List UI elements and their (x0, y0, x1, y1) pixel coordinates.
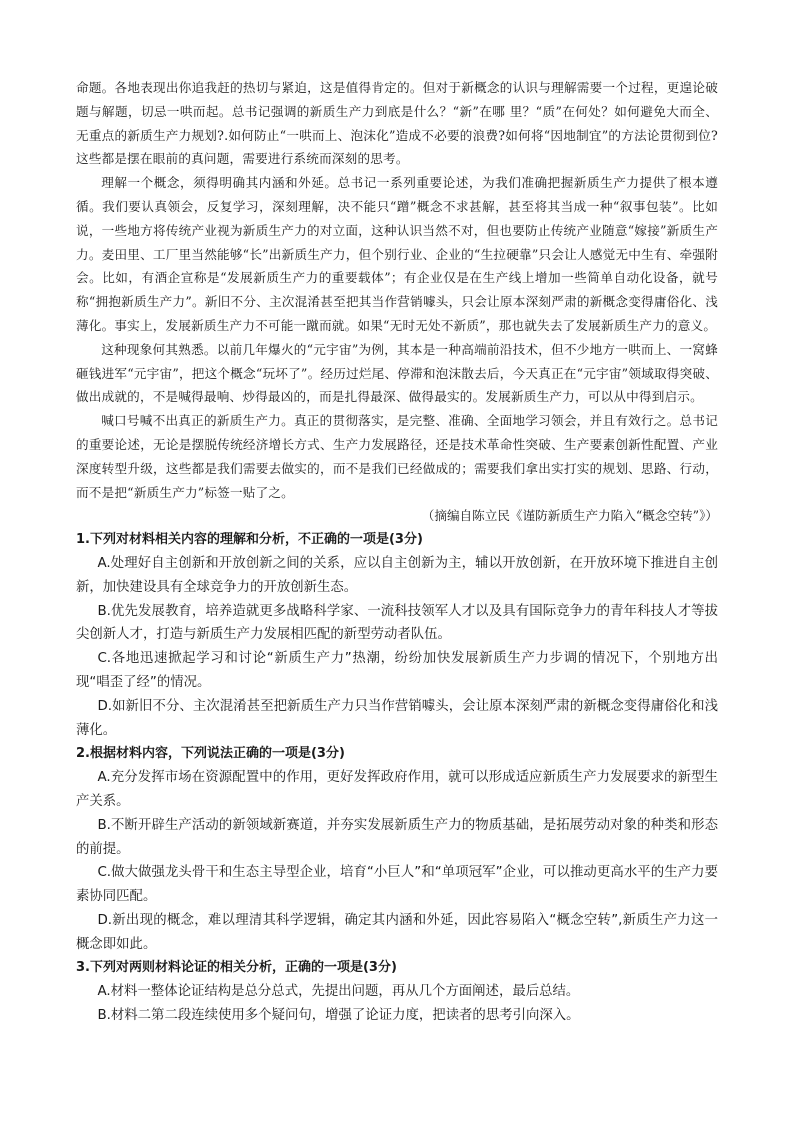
passage-paragraph: 命题。各地表现出你追我赶的热切与紧迫，这是值得肯定的。但对于新概念的认识与理解需要一个过程，更遑论破题与解题，切忌一哄而起。总书记强调的新质生产力到底是什么？“新”在哪 里？“质”在何处？如何避免大而全、无重点的新质生产力规划?.如何防止“一哄而上、泡沫化”造成不必要的浪费?如何将“因地制宜”的方法论贯彻到位?这些都是摆在眼前的真问题，需要进行系统而深刻的思考。 (76, 80, 718, 167)
question-title: 3.下列对两则材料论证的相关分析，正确的一项是(3分) (76, 960, 397, 976)
passage-paragraph: 这种现象何其熟悉。以前几年爆火的“元宇宙”为例，其本是一种高端前沿技术，但不少地方一哄而上、一窝蜂砸钱进军“元宇宙”，把这个概念“玩坏了”。经历过烂尾、停滞和泡沫散去后，今天真正在“元宇宙”领域取得突破、做出成就的，不是喊得最响、炒得最凶的，而是扎得最深、做得最实的。发展新质生产力，可以从中得到启示。 (76, 341, 718, 405)
option-d[interactable]: D.新出现的概念，难以理清其科学逻辑，确定其内涵和外延，因此容易陷入“概念空转”,新质生产力这一概念即如此。 (76, 912, 718, 952)
option-b[interactable]: B.优先发展教育，培养造就更多战略科学家、一流科技领军人才以及具有国际竞争力的青年科技人才等拔尖创新人才，打造与新质生产力发展相匹配的新型劳动者队伍。 (76, 603, 718, 643)
passage-source: （摘编自陈立民《谨防新质生产力陷入“概念空转”》） (421, 508, 718, 524)
option-b[interactable]: B.不断开辟生产活动的新领域新赛道，并夯实发展新质生产力的物质基础，是拓展劳动对象的种类和形态的前提。 (76, 817, 718, 857)
question-3 (76, 956, 718, 1027)
question-1 (76, 528, 718, 742)
reading-passage (76, 76, 718, 528)
option-c[interactable]: C.做大做强龙头骨干和生态主导型企业，培育“小巨人”和“单项冠军”企业，可以推动更高水平的生产力要素协同匹配。 (76, 865, 718, 905)
passage-paragraph: 喊口号喊不出真正的新质生产力。真正的贯彻落实，是完整、准确、全面地学习领会，并且有效行之。总书记的重要论述，无论是摆脱传统经济增长方式、生产力发展路径，还是技术革命性突破、生产要素创新性配置、产业深度转型升级，这些都是我们需要去做实的，而不是我们已经做成的；需要我们拿出实打实的规划、思路、行动，而不是把“新质生产力”标签一贴了之。 (76, 413, 718, 500)
question-title: 2.根据材料内容，下列说法正确的一项是(3分) (76, 746, 345, 762)
question-title: 1.下列对材料相关内容的理解和分析，不正确的一项是(3分) (76, 532, 423, 548)
option-b[interactable]: B.材料二第二段连续使用多个疑问句，增强了论证力度，把读者的思考引向深入。 (97, 1008, 580, 1024)
passage-paragraph: 理解一个概念，须得明确其内涵和外延。总书记一系列重要论述，为我们准确把握新质生产力提供了根本遵循。我们要认真领会，反复学习，深刻理解，决不能只“蹭”概念不求甚解，甚至将其当成一种“叙事包装”。比如说，一些地方将传统产业视为新质生产力的对立面，这种认识当然不对，但也要防止传统产业随意“嫁接”新质生产力。麦田里、工厂里当然能够“长”出新质生产力，但个别行业、企业的“生拉硬靠”只会让人感觉无中生有、牵强附会。比如，有酒企宣称是“发展新质生产力的重要载体”；有企业仅是在生产线上增加一些简单自动化设备，就号称“拥抱新质生产力”。新旧不分、主次混淆甚至把其当作营销噱头，只会让原本深刻严肃的新概念变得庸俗化、浅薄化。事实上，发展新质生产力不可能一蹴而就。如果“无时无处不新质”，那也就失去了发展新质生产力的意义。 (76, 175, 718, 333)
option-c[interactable]: C.各地迅速掀起学习和讨论“新质生产力”热潮，纷纷加快发展新质生产力步调的情况下，个别地方出现“唱歪了经”的情况。 (76, 651, 718, 690)
question-2 (76, 742, 718, 956)
option-a[interactable]: A.材料一整体论证结构是总分总式，先提出问题，再从几个方面阐述，最后总结。 (97, 984, 580, 1000)
option-d[interactable]: D.如新旧不分、主次混淆甚至把新质生产力只当作营销噱头，会让原本深刻严肃的新概念变得庸俗化和浅薄化。 (76, 698, 718, 738)
option-a[interactable]: A.充分发挥市场在资源配置中的作用，更好发挥政府作用，就可以形成适应新质生产力发展要求的新型生产关系。 (76, 770, 718, 809)
option-a[interactable]: A.处理好自主创新和开放创新之间的关系，应以自主创新为主，辅以开放创新，在开放环境下推进自主创新，加快建设具有全球竞争力的开放创新生态。 (76, 555, 718, 595)
